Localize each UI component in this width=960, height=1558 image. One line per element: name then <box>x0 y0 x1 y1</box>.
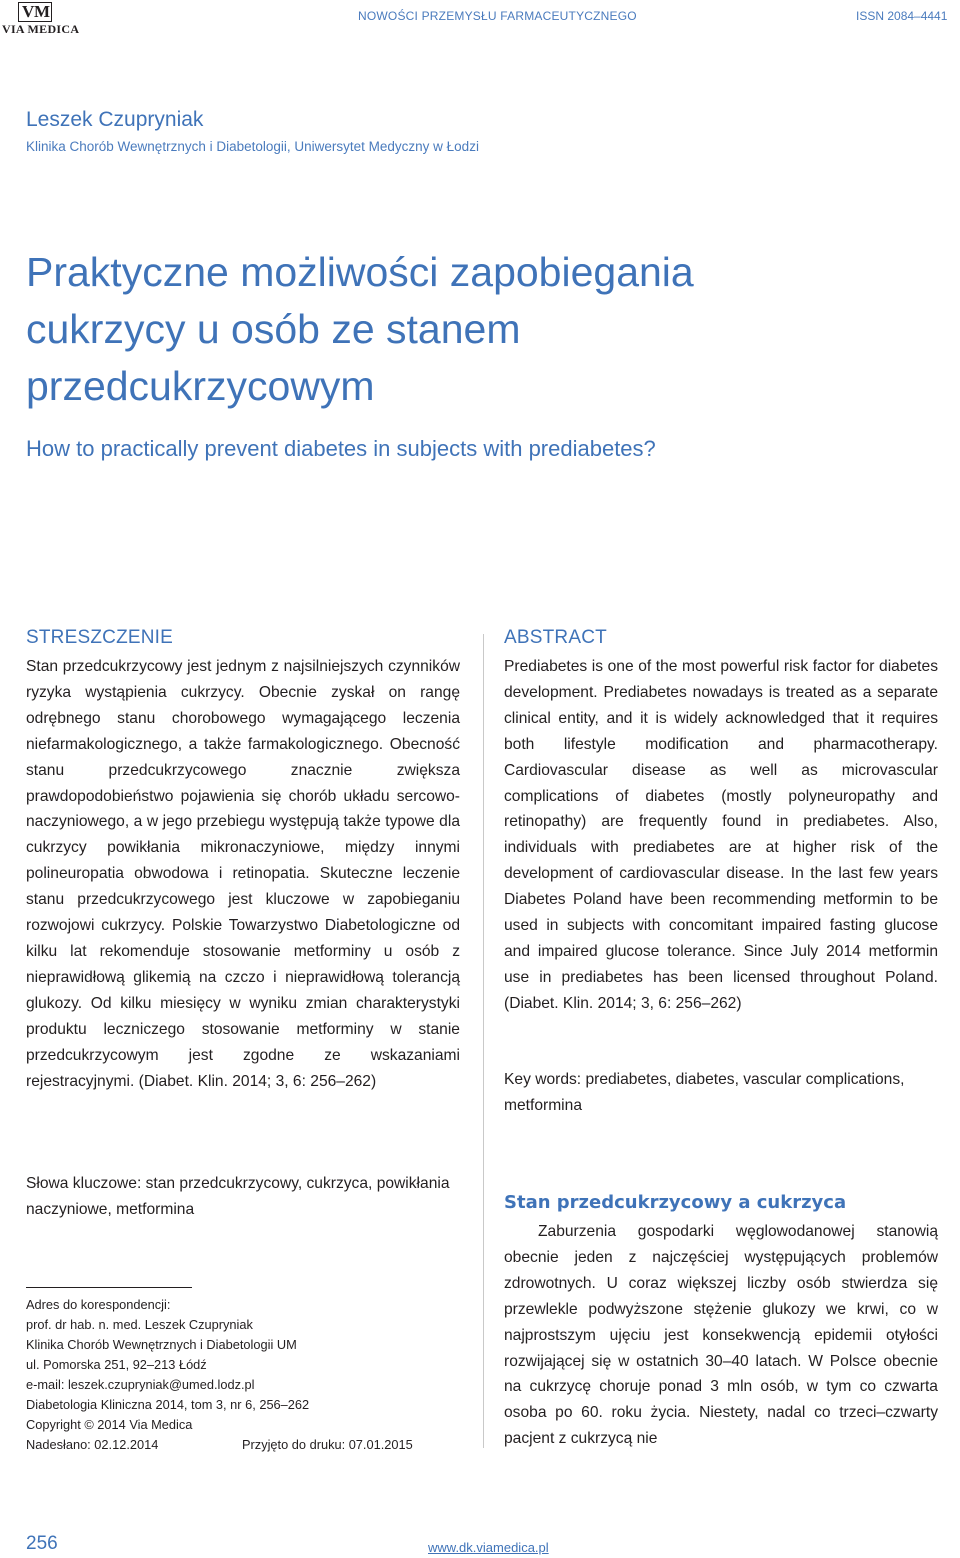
article-title-pl <box>26 244 926 415</box>
website-link[interactable]: www.dk.viamedica.pl <box>428 1540 549 1555</box>
logo-mark-v: V <box>22 2 35 21</box>
logo-text: VIA MEDICA <box>2 22 80 36</box>
correspondence-line: Adres do korespondencji: <box>26 1297 171 1312</box>
title-line: Praktyczne możliwości zapobiegania <box>26 249 694 295</box>
copyright: Copyright © 2014 Via Medica <box>26 1417 193 1432</box>
author-name: Leszek Czupryniak <box>26 108 204 131</box>
logo-mark-m: M <box>34 2 51 21</box>
running-title: NOWOŚCI PRZEMYSŁU FARMACEUTYCZNEGO <box>358 9 637 23</box>
author-affiliation: Klinika Chorób Wewnętrznych i Diabetologii, Uniwersytet Medyczny w Łodzi <box>26 139 479 154</box>
correspondence-email: e-mail: leszek.czupryniak@umed.lodz.pl <box>26 1377 255 1392</box>
correspondence-block <box>26 1295 413 1455</box>
correspondence-line: Klinika Chorób Wewnętrznych i Diabetologii UM <box>26 1337 297 1352</box>
streszczenie-heading: STRESZCZENIE <box>26 627 174 648</box>
abstract-text: Prediabetes is one of the most powerful risk factor for diabetes development. Prediabetes nowadays is treated as a separate clinical entity, and it is widely acknowledged that it requires both lifestyle modification and pharmacotherapy. Cardiovascular disease as well as microvascular complications of diabetes (mostly polyneuropathy and retinopathy) are frequently found in prediabetes. Also, individuals with prediabetes are at higher risk of the development of cardiovascular disease. In the last few years Diabetes Poland have been recommending metformin to be used in subjects with concomitant impaired fasting glucose and impaired glucose tolerance. Since July 2014 metformin use in prediabetes has been licensed throughout Poland. (Diabet. Klin. 2014; 3, 6: 256–262) <box>504 658 938 1012</box>
column-divider <box>483 634 484 1448</box>
title-line: cukrzycy u osób ze stanem <box>26 306 521 352</box>
keywords-en: Key words: prediabetes, diabetes, vascular complications, metformina <box>504 1071 905 1114</box>
submitted-date: Nadesłano: 02.12.2014 <box>26 1437 159 1452</box>
page-number: 256 <box>26 1533 58 1554</box>
correspondence-rule <box>26 1287 192 1288</box>
correspondence-line: prof. dr hab. n. med. Leszek Czupryniak <box>26 1317 253 1332</box>
accepted-date: Przyjęto do druku: 07.01.2015 <box>242 1437 413 1452</box>
section-body <box>504 1219 938 1452</box>
body-paragraph: Zaburzenia gospodarki węglowodanowej stanowią obecnie jeden z najczęściej występujących problemów zdrowotnych. U coraz większej liczby osób stwierdza się przewlekle podwyższone stężenie glukozy we krwi, co w najprostszym ujęciu jest konsekwencją epidemii otyłości rozwijającej się w ostatnich 30–40 latach. W Polsce obecnie na cukrzycę choruje ponad 3 mln osób, w tym co czwarta osoba po 60. roku życia. Niestety, nadal co trzeci–czwarty pacjent z cukrzycą nie <box>504 1223 938 1448</box>
keywords-pl: Słowa kluczowe: stan przedcukrzycowy, cukrzyca, powikłania naczyniowe, metformina <box>26 1175 450 1218</box>
via-medica-logo <box>0 0 80 40</box>
title-line: przedcukrzycowym <box>26 363 375 409</box>
section-heading: Stan przedcukrzycowy a cukrzyca <box>504 1192 847 1213</box>
logo-mark <box>18 2 52 22</box>
streszczenie-text: Stan przedcukrzycowy jest jednym z najsilniejszych czynników ryzyka wystąpienia cukrzycy. Obecnie zyskał on rangę odrębnego stanu chorobowego wymagającego leczenia niefarmakologicznego, a także farmakologicznego. Obecność stanu przedcukrzycowego znacznie zwiększa prawdopodobieństwo pojawienia się chorób układu sercowo-naczyniowego, a w jego przebiegu występują także typowe dla cukrzycy powikłania mikronaczyniowe, między innymi polineuropatia obwodowa i retinopatia. Skuteczne leczenie stanu przedcukrzycowego jest kluczowe w zapobieganiu rozwojowi cukrzycy. Polskie Towarzystwo Diabetologiczne od kilku lat rekomenduje stosowanie metforminy u osób z nieprawidłową glikemią na czczo i nieprawidłową tolerancją glukozy. Od kilku miesięcy w wyniku zmian charakterystyki produktu leczniczego stosowanie metforminy w stanie przedcukrzycowym jest zgodne ze wskazaniami rejestracyjnymi. (Diabet. Klin. 2014; 3, 6: 256–262) <box>26 658 460 1090</box>
correspondence-line: ul. Pomorska 251, 92–213 Łódź <box>26 1357 207 1372</box>
abstract-heading: ABSTRACT <box>504 627 607 648</box>
dates-row <box>26 1435 413 1455</box>
correspondence-line: Diabetologia Kliniczna 2014, tom 3, nr 6, 256–262 <box>26 1397 310 1412</box>
issn: ISSN 2084–4441 <box>856 9 948 23</box>
article-title-en: How to practically prevent diabetes in subjects with prediabetes? <box>26 436 656 461</box>
